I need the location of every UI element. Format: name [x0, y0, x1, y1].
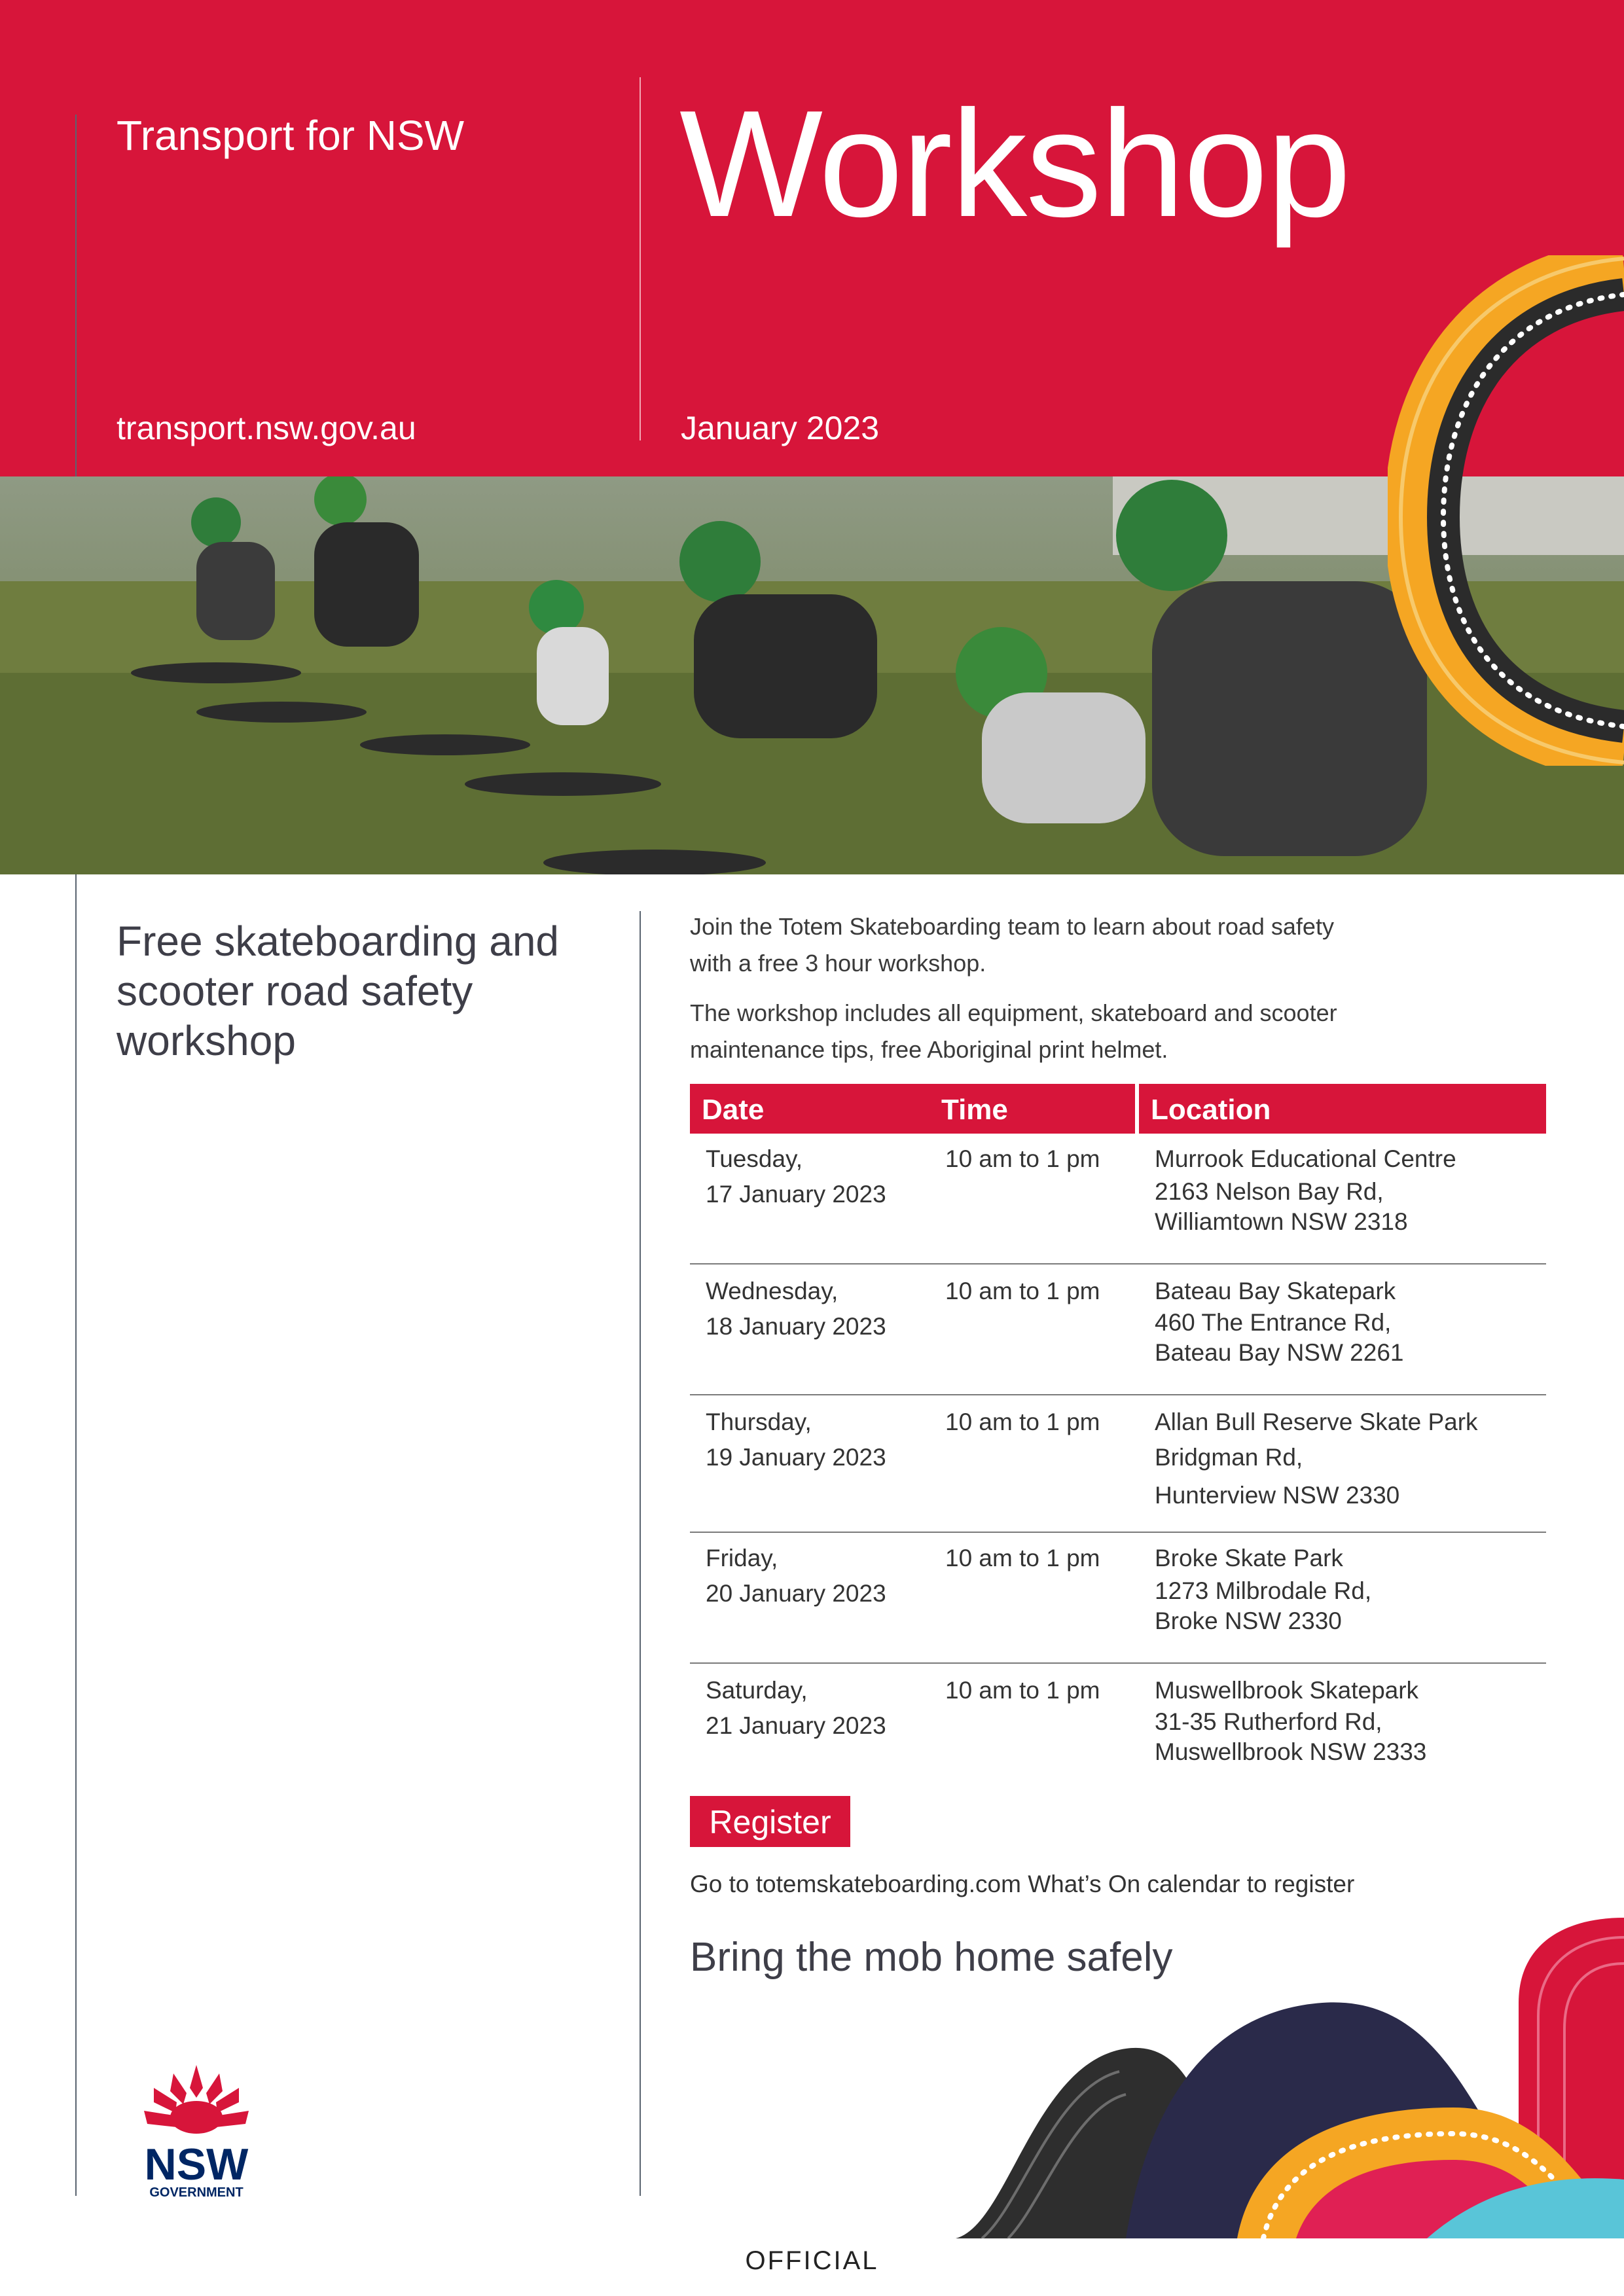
- intro-paragraph: Join the Totem Skateboarding team to learn about road safety with a free 3 hour workshop.: [690, 913, 1334, 977]
- table-row: [690, 1134, 1546, 1265]
- row-day: Friday,: [706, 1545, 778, 1571]
- row-address-line2: Williamtown NSW 2318: [1155, 1208, 1408, 1235]
- row-venue: Bateau Bay Skatepark: [1155, 1278, 1396, 1304]
- nsw-government-logo: [137, 2062, 255, 2199]
- left-divider: [75, 115, 77, 2196]
- row-address-line2: Bateau Bay NSW 2261: [1155, 1339, 1404, 1366]
- header-divider: [640, 77, 641, 440]
- table-row: [690, 1265, 1546, 1395]
- workshop-subheading: Free skateboarding and scooter road safety workshop: [117, 918, 559, 1064]
- row-time: 10 am to 1 pm: [945, 1677, 1100, 1704]
- register-instructions: Go to totemskateboarding.com What’s On calendar to register: [690, 1871, 1355, 1897]
- classification-label: OFFICIAL: [745, 2246, 879, 2275]
- row-address-line1: 460 The Entrance Rd,: [1155, 1309, 1392, 1336]
- row-time: 10 am to 1 pm: [945, 1408, 1100, 1435]
- table-header-location: Location: [1139, 1084, 1546, 1134]
- row-address-line1: Bridgman Rd,: [1155, 1444, 1303, 1471]
- website-url[interactable]: transport.nsw.gov.au: [117, 410, 416, 446]
- row-day: Tuesday,: [706, 1145, 803, 1172]
- row-address-line1: 1273 Milbrodale Rd,: [1155, 1577, 1372, 1604]
- equipment-paragraph: The workshop includes all equipment, skateboard and scooter maintenance tips, free Aboriginal print helmet.: [690, 999, 1337, 1063]
- page-title: Workshop: [679, 79, 1350, 249]
- row-time: 10 am to 1 pm: [945, 1145, 1100, 1172]
- table-header-date: Date: [690, 1084, 937, 1134]
- register-button[interactable]: Register: [690, 1796, 850, 1847]
- row-time: 10 am to 1 pm: [945, 1278, 1100, 1304]
- table-row: [690, 1395, 1546, 1533]
- row-date: 17 January 2023: [706, 1181, 886, 1208]
- row-date: 18 January 2023: [706, 1313, 886, 1340]
- row-day: Saturday,: [706, 1677, 808, 1704]
- row-address-line2: Broke NSW 2330: [1155, 1607, 1342, 1634]
- tagline: Bring the mob home safely: [690, 1935, 1173, 1980]
- row-day: Thursday,: [706, 1408, 812, 1435]
- brand-name: Transport for NSW: [117, 112, 465, 159]
- content-divider: [640, 911, 641, 2196]
- row-venue: Allan Bull Reserve Skate Park: [1155, 1408, 1478, 1435]
- row-day: Wednesday,: [706, 1278, 839, 1304]
- skateboarders-photo: [0, 476, 1624, 874]
- row-address-line2: Muswellbrook NSW 2333: [1155, 1738, 1427, 1765]
- row-time: 10 am to 1 pm: [945, 1545, 1100, 1571]
- table-row: [690, 1533, 1546, 1664]
- aboriginal-art-hills: [956, 1918, 1624, 2238]
- table-header-time: Time: [929, 1084, 1135, 1134]
- row-address-line1: 31-35 Rutherford Rd,: [1155, 1708, 1382, 1735]
- row-date: 21 January 2023: [706, 1712, 886, 1739]
- row-venue: Broke Skate Park: [1155, 1545, 1343, 1571]
- row-address-line1: 2163 Nelson Bay Rd,: [1155, 1178, 1384, 1205]
- row-venue: Murrook Educational Centre: [1155, 1145, 1456, 1172]
- waratah-icon: [137, 2062, 255, 2140]
- row-address-line2: Hunterview NSW 2330: [1155, 1482, 1400, 1509]
- row-date: 20 January 2023: [706, 1580, 886, 1607]
- table-row: [690, 1664, 1546, 1782]
- row-venue: Muswellbrook Skatepark: [1155, 1677, 1419, 1704]
- row-date: 19 January 2023: [706, 1444, 886, 1471]
- logo-subtext: GOVERNMENT: [149, 2185, 244, 2200]
- aboriginal-art-arc: [1388, 255, 1624, 766]
- event-month: January 2023: [681, 410, 880, 446]
- logo-text: NSW: [144, 2140, 249, 2189]
